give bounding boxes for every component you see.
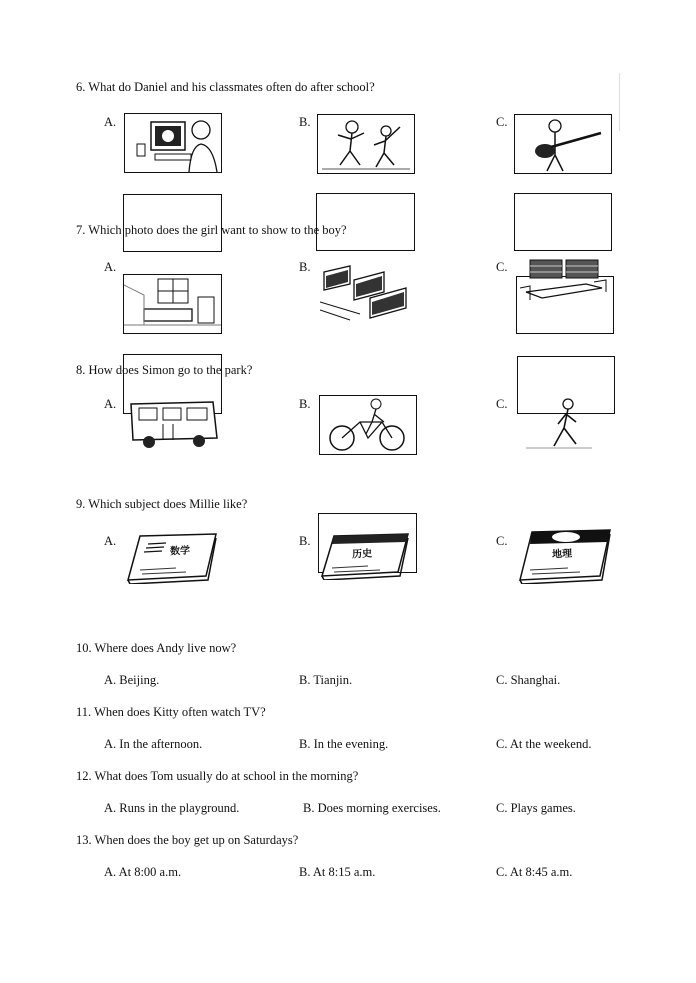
question-6 [76, 80, 375, 95]
bike-picture[interactable] [319, 395, 417, 455]
library-picture[interactable] [516, 258, 612, 306]
walking-picture[interactable] [524, 396, 594, 452]
question-10 [76, 641, 236, 656]
empty-frame [316, 193, 415, 251]
option-label-a[interactable]: A. [104, 534, 117, 548]
question-text: When does Kitty often watch TV? [94, 705, 266, 719]
living-room-picture[interactable] [123, 274, 222, 334]
book-title: 数学 [169, 545, 191, 558]
history-book-picture[interactable] [320, 530, 412, 580]
question-8 [76, 363, 252, 378]
computer-picture[interactable] [124, 113, 222, 173]
question-number: 8. [76, 363, 86, 377]
option-c[interactable]: C. Shanghai. [496, 673, 561, 687]
option-label-b[interactable]: B. [299, 115, 311, 129]
library-icon [516, 258, 612, 306]
option-label-b[interactable]: B. [299, 397, 311, 411]
guitar-picture[interactable] [514, 114, 612, 174]
option-b[interactable]: B. In the evening. [299, 737, 389, 751]
question-text: Which subject does Millie like? [88, 497, 248, 511]
guitar-player-icon [515, 115, 611, 173]
option-c[interactable]: C. At 8:45 a.m. [496, 865, 573, 879]
option-c[interactable]: C. Plays games. [496, 801, 576, 815]
option-label-b[interactable]: B. [299, 534, 311, 548]
option-label-a[interactable]: A. [104, 115, 117, 129]
question-9 [76, 497, 247, 512]
book-title: 历史 [351, 548, 373, 561]
option-a[interactable]: A. In the afternoon. [104, 737, 203, 751]
bus-picture[interactable] [127, 398, 219, 450]
option-label-c[interactable]: C. [496, 397, 508, 411]
question-11 [76, 705, 266, 720]
option-label-a[interactable]: A. [104, 260, 117, 274]
walking-person-icon [524, 396, 594, 452]
question-text: What does Tom usually do at school in the morning? [94, 769, 359, 783]
option-c[interactable]: C. At the weekend. [496, 737, 592, 751]
option-label-c[interactable]: C. [496, 260, 508, 274]
question-text: How does Simon go to the park? [88, 363, 253, 377]
option-b[interactable]: B. Tianjin. [299, 673, 353, 687]
option-b[interactable]: B. At 8:15 a.m. [299, 865, 376, 879]
question-text: Where does Andy live now? [94, 641, 237, 655]
kungfu-picture[interactable] [317, 114, 415, 174]
computer-user-icon [125, 114, 221, 172]
bus-icon [127, 398, 219, 450]
empty-frame [514, 193, 612, 251]
option-label-c[interactable]: C. [496, 115, 508, 129]
question-13 [76, 833, 298, 848]
option-a[interactable]: A. At 8:00 a.m. [104, 865, 182, 879]
option-a[interactable]: A. Runs in the playground. [104, 801, 240, 815]
option-a[interactable]: A. Beijing. [104, 673, 160, 687]
margin-line [619, 73, 620, 131]
option-label-c[interactable]: C. [496, 534, 508, 548]
question-12 [76, 769, 358, 784]
math-book-picture[interactable] [126, 530, 218, 584]
question-number: 10. [76, 641, 92, 655]
question-text: What do Daniel and his classmates often do after school? [88, 80, 375, 94]
martial-arts-icon [318, 115, 414, 173]
option-label-b[interactable]: B. [299, 260, 311, 274]
question-number: 11. [76, 705, 92, 719]
computer-room-picture[interactable] [320, 262, 412, 322]
question-number: 12. [76, 769, 92, 783]
question-text: When does the boy get up on Saturdays? [94, 833, 299, 847]
question-7 [76, 223, 347, 238]
question-number: 9. [76, 497, 86, 511]
question-text: Which photo does the girl want to show to the boy? [88, 223, 347, 237]
book-title: 地理 [551, 548, 573, 561]
computer-room-icon [320, 262, 412, 322]
geography-book-picture[interactable] [518, 528, 612, 584]
question-number: 6. [76, 80, 86, 94]
bicycle-icon [320, 396, 416, 454]
living-room-icon [124, 275, 221, 333]
option-b[interactable]: B. Does morning exercises. [303, 801, 441, 815]
option-label-a[interactable]: A. [104, 397, 117, 411]
question-number: 13. [76, 833, 92, 847]
question-number: 7. [76, 223, 86, 237]
